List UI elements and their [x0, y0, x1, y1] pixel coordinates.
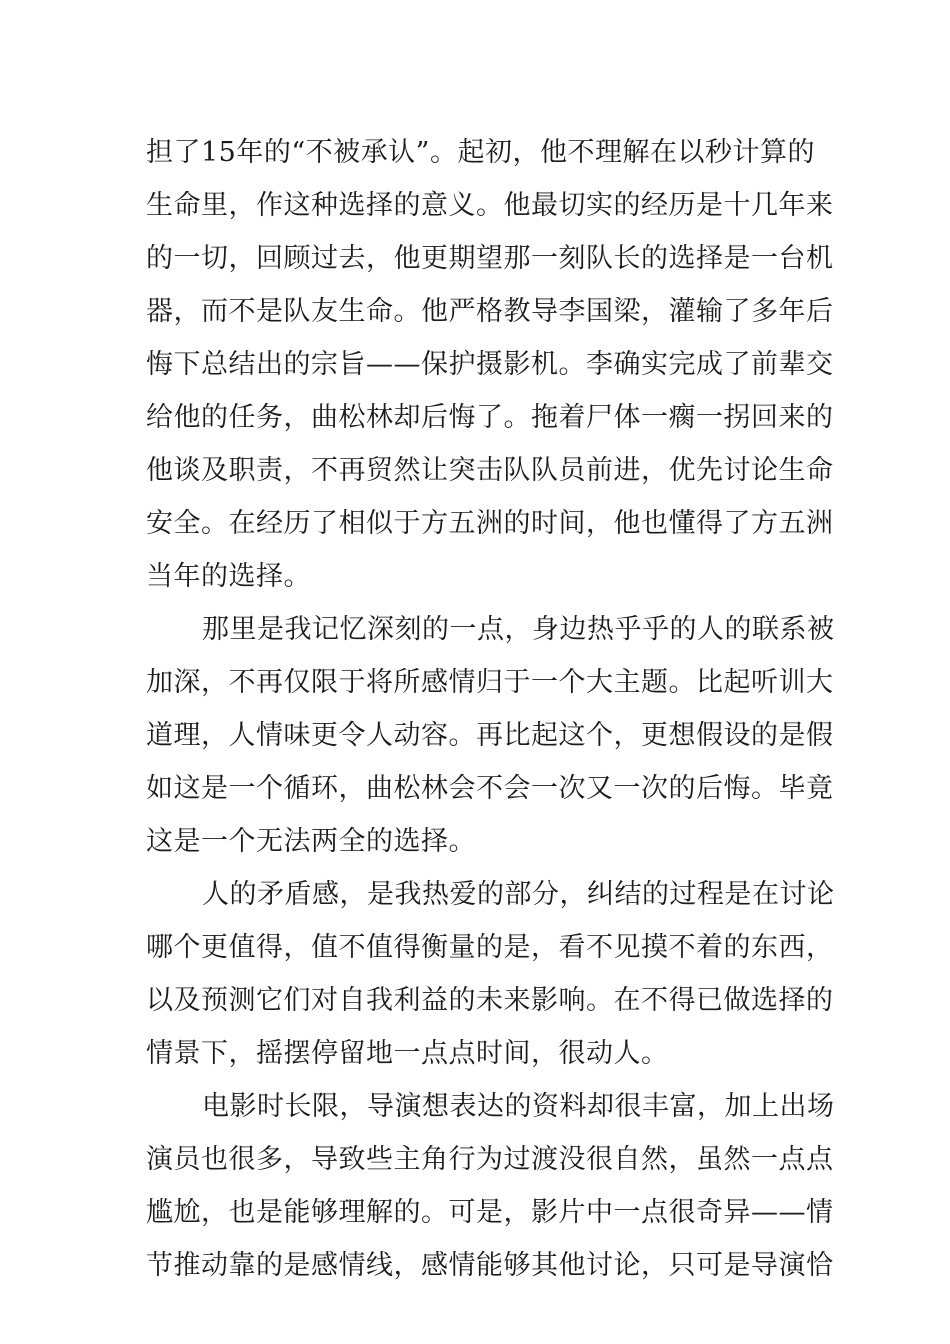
text-line: 生命里，作这种选择的意义。他最切实的经历是十几年来 — [146, 190, 834, 221]
text-line: 担了15年的“不被承认”。起初，他不理解在以秒计算的 — [146, 137, 815, 168]
text-line: 尴尬，也是能够理解的。可是，影片中一点很奇异——情 — [146, 1197, 834, 1228]
text-line: 给他的任务，曲松林却后悔了。拖着尸体一瘸一拐回来的 — [146, 402, 834, 433]
text-line: 悔下总结出的宗旨——保护摄影机。李确实完成了前辈交 — [146, 349, 834, 380]
text-line: 哪个更值得，值不值得衡量的是，看不见摸不着的东西， — [146, 932, 834, 963]
text-line: 如这是一个循环，曲松林会不会一次又一次的后悔。毕竟 — [146, 773, 834, 804]
body-text — [146, 126, 835, 1292]
text-line: 安全。在经历了相似于方五洲的时间，他也懂得了方五洲 — [146, 508, 834, 539]
text-line: 的一切，回顾过去，他更期望那一刻队长的选择是一台机 — [146, 243, 834, 274]
text-line: 当年的选择。 — [146, 561, 311, 592]
text-line: 演员也很多，导致些主角行为过渡没很自然，虽然一点点 — [146, 1144, 834, 1175]
text-line: 情景下，摇摆停留地一点点时间，很动人。 — [146, 1038, 669, 1069]
text-line: 电影时长限，导演想表达的资料却很丰富，加上出场 — [202, 1091, 835, 1122]
text-line: 人的矛盾感，是我热爱的部分，纠结的过程是在讨论 — [202, 879, 835, 910]
text-line: 那里是我记忆深刻的一点，身边热乎乎的人的联系被 — [202, 614, 835, 645]
text-line: 节推动靠的是感情线，感情能够其他讨论，只可是导演恰 — [146, 1250, 834, 1281]
text-line: 道理，人情味更令人动容。再比起这个，更想假设的是假 — [146, 720, 834, 751]
text-line: 以及预测它们对自我利益的未来影响。在不得已做选择的 — [146, 985, 834, 1016]
text-line: 加深，不再仅限于将所感情归于一个大主题。比起听训大 — [146, 667, 834, 698]
text-line: 他谈及职责，不再贸然让突击队队员前进，优先讨论生命 — [146, 455, 834, 486]
text-line: 器，而不是队友生命。他严格教导李国梁，灌输了多年后 — [146, 296, 834, 327]
text-line: 这是一个无法两全的选择。 — [146, 826, 476, 857]
